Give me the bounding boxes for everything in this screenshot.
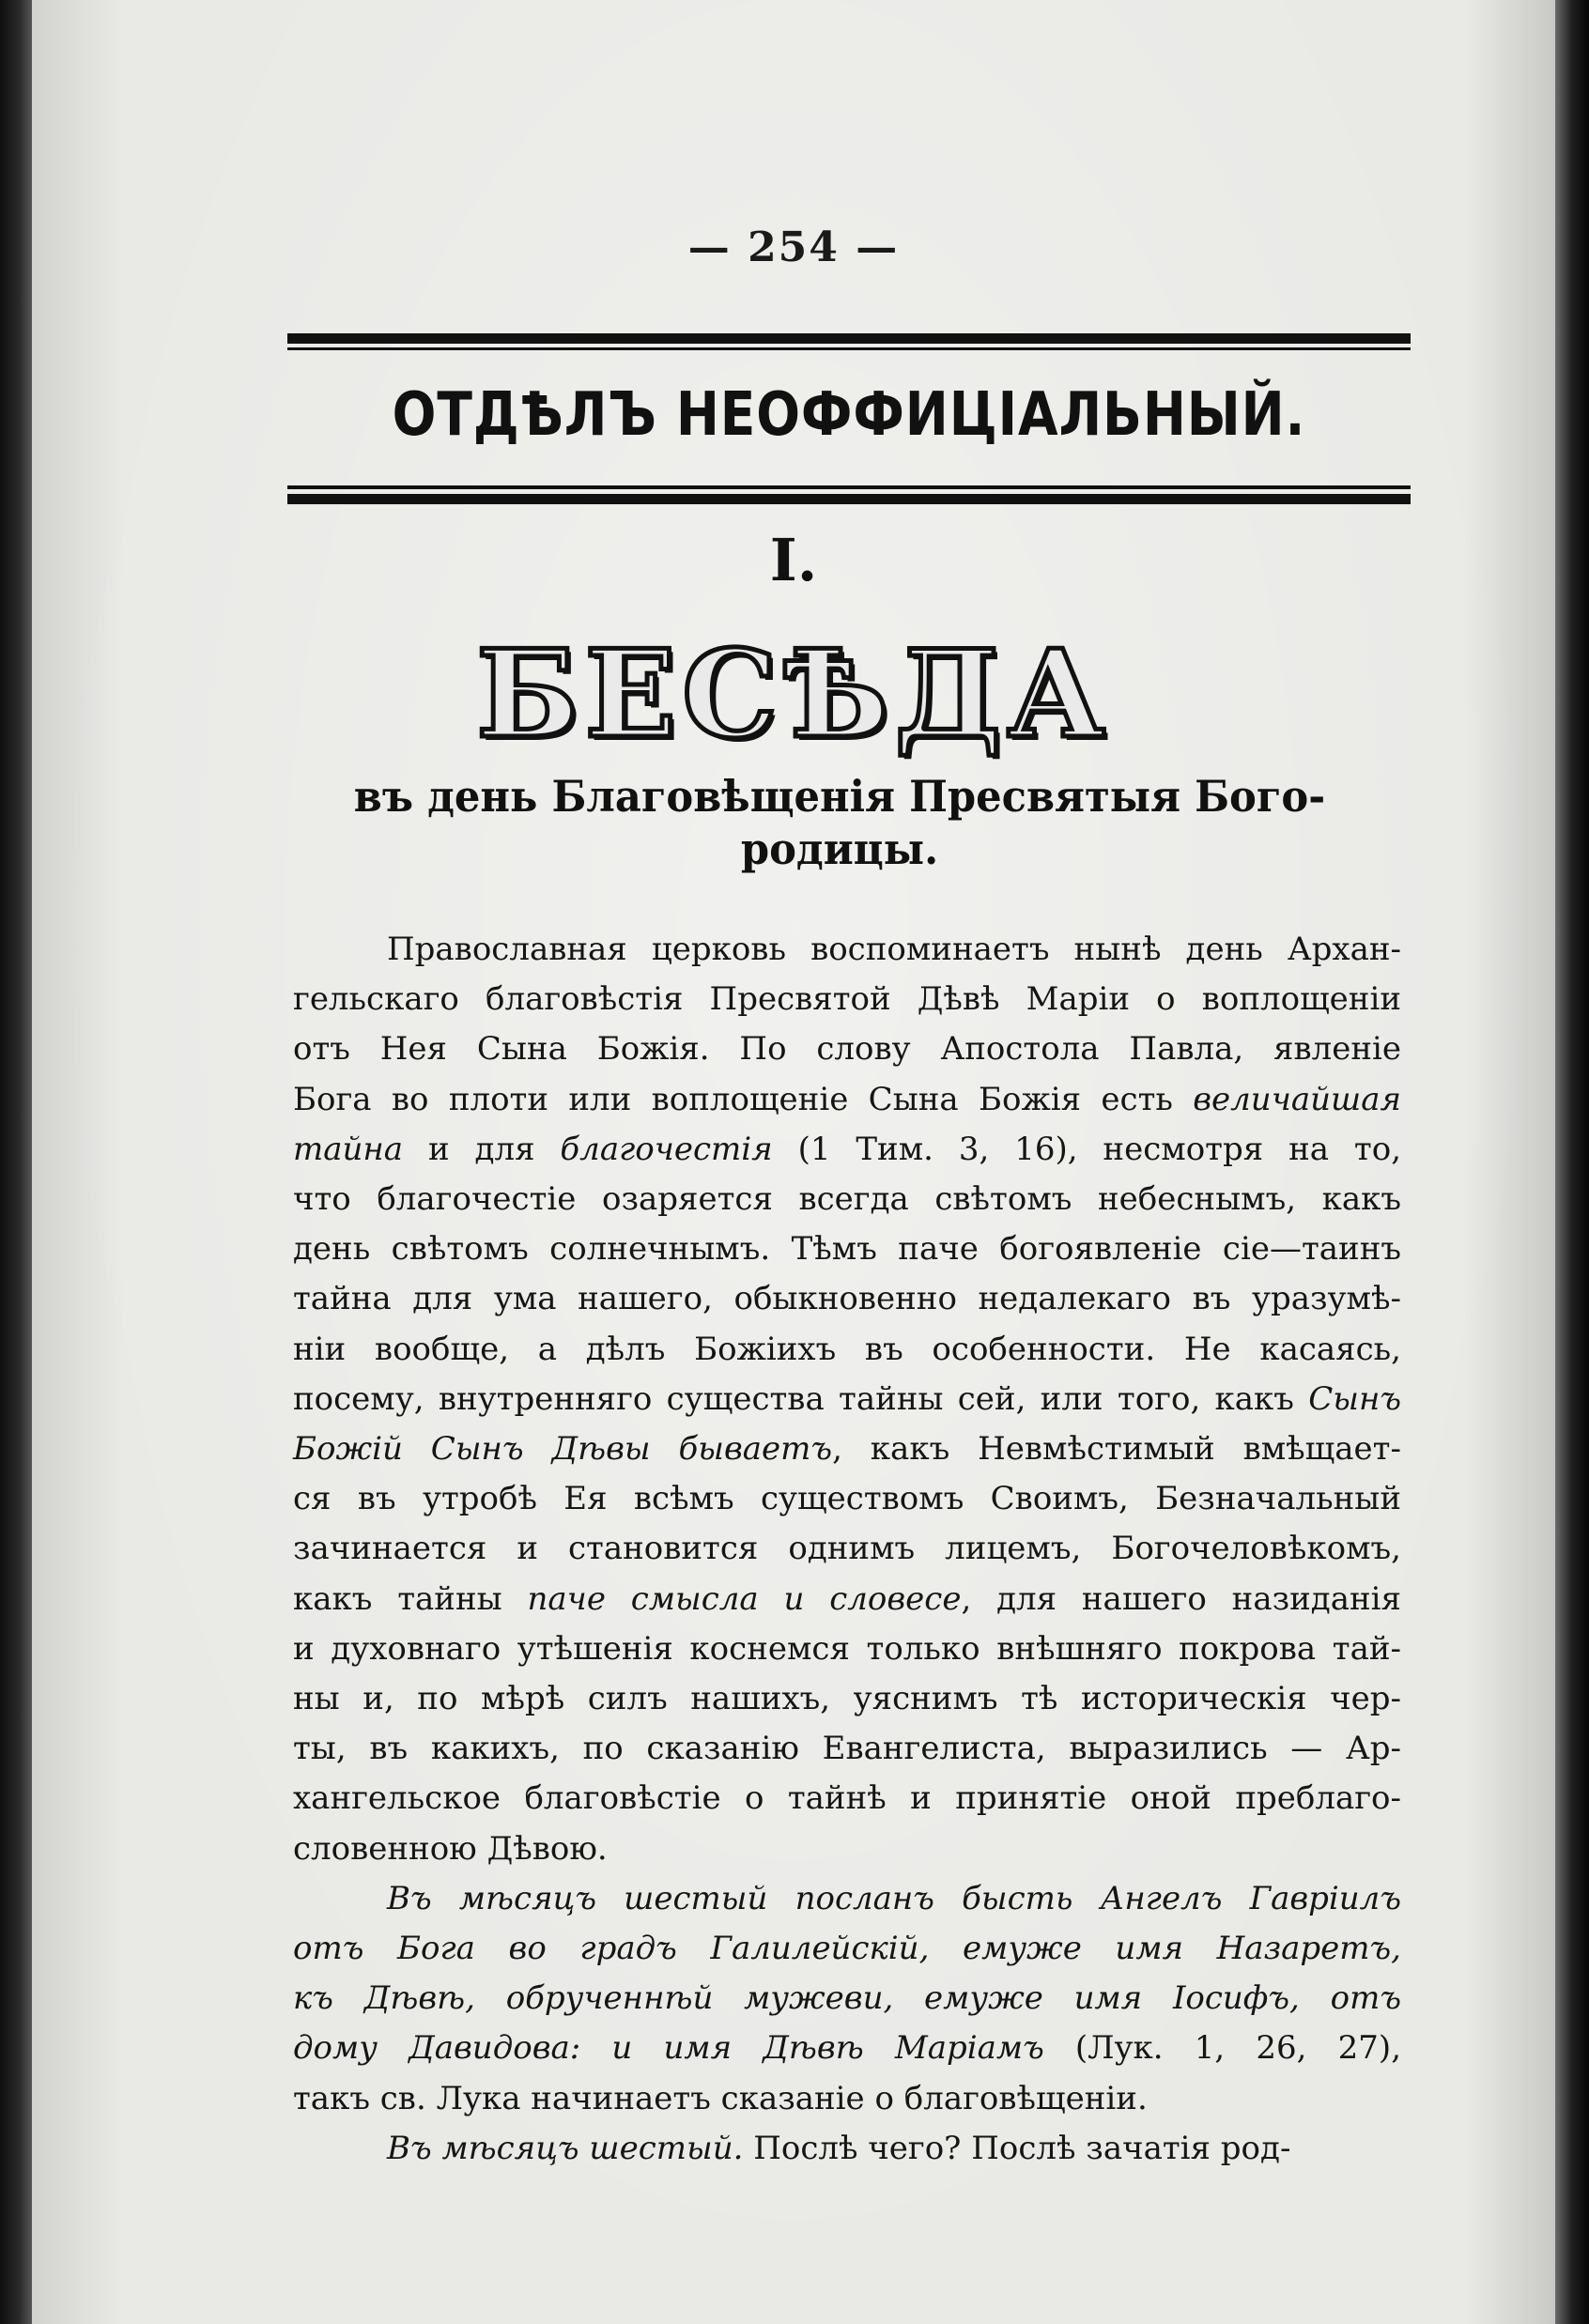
italic-segment: дому Давидова: и имя Дѣвѣ Маріамъ <box>293 2029 1044 2068</box>
section-heading: ОТДѢЛЪ НЕОФФИЦІАЛЬНЫЙ. <box>392 380 1306 450</box>
part-numeral: I. <box>769 526 818 594</box>
text-line: ся въ утробѣ Ея всѣмъ существомъ Своимъ, Безначальный <box>293 1480 1401 1518</box>
sermon-title: БЕСѢДА <box>476 624 1111 765</box>
text-line: и духовнаго утѣшенія коснемся только внѣшняго покрова тай- <box>293 1629 1401 1668</box>
text-line <box>293 1874 1401 1924</box>
text-line: что благочестіе озаряется всегда свѣтомъ небеснымъ, какъ <box>293 1180 1401 1219</box>
text-segment: , какъ Невмѣстимый вмѣщает- <box>832 1430 1401 1469</box>
text-line: отъ Нея Сына Божія. По слову Апостола Павла, явленіе <box>293 1030 1401 1069</box>
italic-segment: отъ Бога во градъ Галилейскій, емуже имя Назаретъ, <box>293 1930 1401 1968</box>
italic-segment: къ Дѣвѣ, обрученнѣй мужеви, емуже имя Іосифъ, отъ <box>293 1979 1401 2018</box>
text-line: тайна для ума нашего, обыкновенно недалекаго въ уразумѣ- <box>293 1280 1401 1318</box>
subtitle-line-1: въ день Благовѣщенія Пресвятыя Бого- <box>353 771 1326 822</box>
page-sheet <box>32 0 1555 2324</box>
top-rule-thin <box>287 347 1411 350</box>
text-line <box>293 1575 1401 1624</box>
text-segment: посему, внутренняго существа тайны сей, или того, какъ <box>293 1379 1309 1418</box>
italic-segment: паче смысла и словесе <box>527 1579 962 1618</box>
text-segment: и для <box>403 1130 561 1168</box>
bottom-rule-thin <box>287 485 1411 489</box>
body-text <box>293 925 1401 2174</box>
text-line: ніи вообще, а дѣлъ Божіихъ въ особенности. Не касаясь, <box>293 1330 1401 1368</box>
top-rule-thick <box>287 333 1411 344</box>
text-line <box>293 1375 1401 1424</box>
text-line: такъ св. Лука начинаетъ сказаніе о благовѣщеніи. <box>293 2079 1148 2117</box>
text-line: ны и, по мѣрѣ силъ нашихъ, уяснимъ тѣ историческія чер- <box>293 1680 1401 1718</box>
text-line: Православная церковь воспоминаетъ нынѣ день Архан- <box>387 931 1401 968</box>
paragraph-p1 <box>293 925 1401 1874</box>
paragraph-p2 <box>293 1874 1401 2124</box>
italic-segment: Въ мѣсяцъ шестый посланъ бысть Ангелъ Гавріилъ <box>387 1879 1401 1917</box>
bottom-rule-thick <box>287 494 1411 504</box>
page-number: — 254 — <box>687 223 900 271</box>
text-segment: Послѣ чего? Послѣ зачатія род- <box>743 2129 1291 2167</box>
text-line: зачинается и становится однимъ лицемъ, Богочеловѣкомъ, <box>293 1530 1401 1568</box>
sermon-subtitle <box>312 770 1367 875</box>
text-line: хангельское благовѣстіе о тайнѣ и принятіе оной преблаго- <box>293 1779 1401 1818</box>
text-segment: Бога во плоти или воплощеніе Сына Божія есть <box>293 1080 1194 1118</box>
text-line <box>293 2024 1401 2073</box>
left-gutter-shadow <box>0 0 32 2324</box>
text-line <box>293 1125 1401 1175</box>
text-segment: , для нашего назиданія <box>961 1579 1401 1618</box>
text-segment: (1 Тим. 3, 16), несмотря на то, <box>772 1130 1402 1168</box>
italic-segment: тайна <box>293 1130 404 1168</box>
right-gutter-shadow <box>1555 0 1589 2324</box>
text-segment: какъ тайны <box>293 1579 528 1618</box>
text-line: ты, въ какихъ, по сказанію Евангелиста, выразились — Ар- <box>293 1730 1401 1768</box>
italic-segment: благочестія <box>560 1130 773 1168</box>
italic-segment: Въ мѣсяцъ шестый. <box>387 2129 744 2167</box>
text-line <box>293 1924 1401 1974</box>
text-line: гельскаго благовѣстія Пресвятой Дѣвѣ Маріи о воплощеніи <box>293 980 1401 1019</box>
text-line: словенною Дѣвою. <box>293 1829 608 1868</box>
paragraph-p3 <box>293 2124 1401 2174</box>
text-line <box>293 1974 1401 2024</box>
italic-segment: Божій Сынъ Дѣвы бываетъ <box>293 1430 833 1469</box>
text-line: день свѣтомъ солнечнымъ. Тѣмъ паче богоявленіе сіе—таинъ <box>293 1230 1401 1269</box>
italic-segment: Сынъ <box>1308 1379 1401 1418</box>
text-segment: (Лук. 1, 26, 27), <box>1043 2029 1401 2068</box>
italic-segment: величайшая <box>1193 1080 1401 1118</box>
text-line <box>293 2124 1401 2174</box>
text-line <box>293 1424 1401 1474</box>
subtitle-line-2: родицы. <box>740 823 939 874</box>
text-line <box>293 1075 1401 1125</box>
